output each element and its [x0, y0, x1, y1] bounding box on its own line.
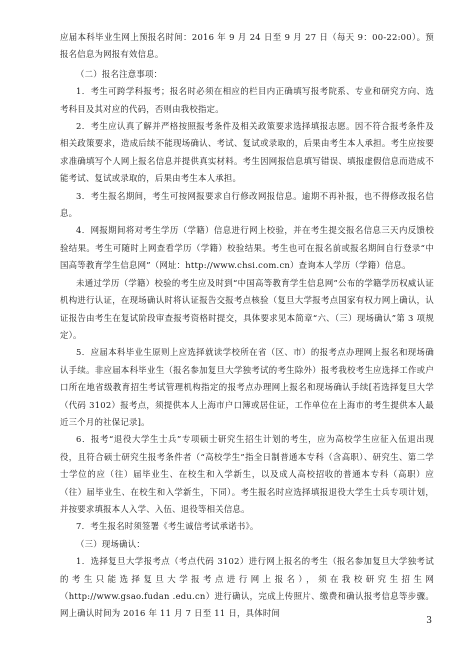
paragraph-note-7: 7．考生报名时须签署《考生诚信考试承诺书》。: [76, 521, 259, 532]
paragraph-note-1: 1．考生可跨学科报考；报名时必须在相应的栏目内正确填写报考院系、专业和研究方向、选考科目及其对应的代码，否则由我校指定。: [60, 86, 434, 114]
paragraph-note-4-continued: 未通过学历（学籍）校验的考生应及时到“中国高等教育学生信息网”公布的学籍学历权威认证机构进行认证，在现场确认时将认证报告交报考点核验（复旦大学报考点国家有权力网上确认，认证报告由考生在复试阶段审查报考资格时提交，具体要求见本简章“六、（三）现场确认”第 3 项规定）。: [60, 277, 434, 340]
paragraph-confirmation-1: 1．选择复旦大学报考点（考点代码 3102）进行网上报名的考生（报名参加复旦大学独考试的考生只能选择复旦大学报考点进行网上报名），须在我校研究生招生网（http://www.gsao.fudan .edu.cn）进行确认，完成上传照片、缴费和确认报考信息等步骤。网上确认时间为 2016 年 11 月 7 日至 11 日，具体时间: [60, 556, 434, 619]
paragraph-note-4: 4．网报期间将对考生学历（学籍）信息进行网上校验，并在考生提交报名信息三天内反馈校验结果。考生可随时上网查看学历（学籍）校验结果。考生也可在报名前或报名期间自行登录“中国高等教育学生信息网”（网址：http://www.chsi.com.cn）查询本人学历（学籍）信息。: [60, 225, 434, 271]
paragraph-note-6: 6．报考“退役大学生士兵”专项硕士研究生招生计划的考生，应为高校学生应征入伍退出现役，且符合硕士研究生报考条件者（“高校学生”指全日制普通本专科（含高职）、研究生、第二学士学位的应（往）届毕业生、在校生和入学新生，以及成人高校招收的普通本专科（高职）应（往）届毕业生、在校生和入学新生，下同）。考生报名时应选择填报退役大学生士兵专项计划，并按要求填报本人入学、入伍、退役等相关信息。: [60, 434, 434, 514]
paragraph-note-5: 5．应届本科毕业生原则上应选择就读学校所在省（区、市）的报考点办理网上报名和现场确认手续。非应届本科毕业生（报名参加复旦大学独考试的考生除外）报考我校考生应选择工作或户口所在地省级教育招生考试管理机构指定的报考点办理网上报名和现场确认手续[若选择复旦大学（代码 3102）报考点，须提供本人上海市户口簿或居住证，工作单位在上海市的考生提供本人最近三个月的社保记录]。: [60, 347, 434, 427]
paragraph-note-2: 2．考生应认真了解并严格按照报考条件及相关政策要求选择填报志愿。因不符合报考条件及相关政策要求，造成后续不能现场确认、考试、复试或录取的，后果由考生本人承担。考生应按要求准确填写个人网上报名信息并提供真实材料。考生因网报信息填写错误、填报虚假信息而造成不能考试、复试或录取的，后果由考生本人承担。: [60, 121, 434, 184]
paragraph-note-3: 3．考生报名期间，考生可按网报要求自行修改网报信息。逾期不再补报，也不得修改报名信息。: [60, 190, 434, 219]
page-number: 3: [426, 616, 432, 626]
heading-registration-notes: （二）报名注意事项：: [76, 68, 163, 79]
heading-onsite-confirmation: （三）现场确认：: [76, 538, 145, 549]
paragraph-registration-time: 应届本科毕业生网上预报名时间：2016 年 9 月 24 日至 9 月 27 日（每天 9：00-22:00）。预报名信息为网报有效信息。: [60, 32, 434, 60]
